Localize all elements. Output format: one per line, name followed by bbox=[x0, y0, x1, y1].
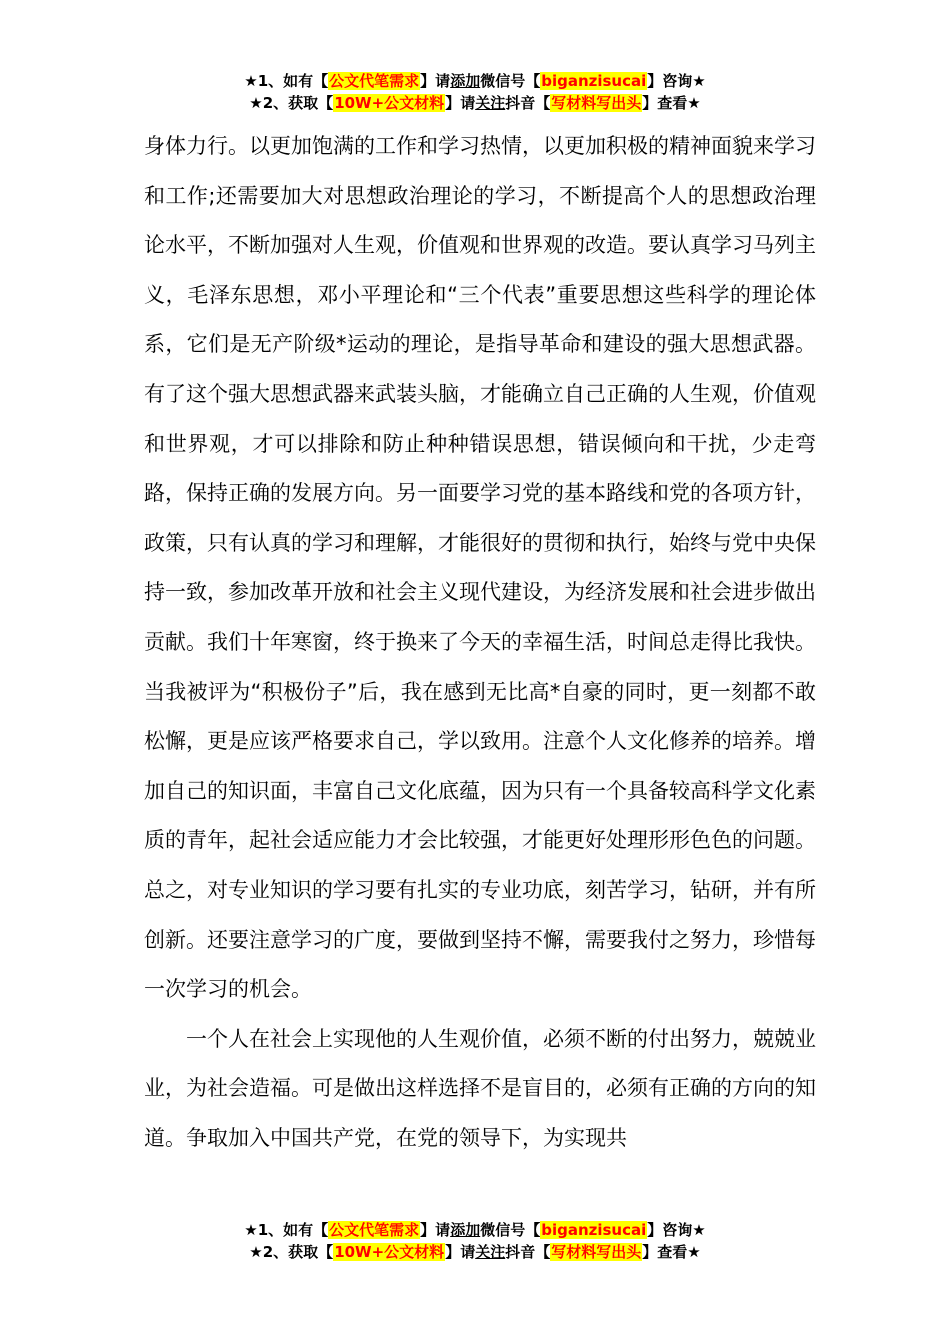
paragraph-1: 身体力行。以更加饱满的工作和学习热情，以更加积极的精神面貌来学习和工作;还需要加大对思想政治理论的学习，不断提高个人的思想政治理论水平，不断加强对人生观，价值观和世界观的改造。要认真学习马列主义，毛泽东思想，邓小平理论和“三个代表”重要思想这些科学的理论体系，它们是无产阶级*运动的理论，是指导革命和建设的强大思想武器。有了这个强大思想武器来武装头脑，才能确立自己正确的人生观，价值观和世界观，才可以排除和防止种种错误思想，错误倾向和干扰，少走弯路，保持正确的发展方向。另一面要学习党的基本路线和党的各项方针，政策，只有认真的学习和理解，才能很好的贯彻和执行，始终与党中央保持一致，参加改革开放和社会主义现代建设，为经济发展和社会进步做出贡献。我们十年寒窗，终于换来了今天的幸福生活，时间总走得比我快。当我被评为“积极份子”后，我在感到无比高*自豪的同时，更一刻都不敢松懈，更是应该严格要求自己，学以致用。注意个人文化修养的培养。增加自己的知识面，丰富自己文化底蕴，因为只有一个具备较高科学文化素质的青年，起社会适应能力才会比较强，才能更好处理形形色色的问题。总之，对专业知识的学习要有扎实的专业功底，刻苦学习，钻研，并有所创新。还要注意学习的广度，要做到坚持不懈，需要我付之努力，珍惜每一次学习的机会。 bbox=[144, 134, 816, 1002]
header-banner bbox=[0, 70, 950, 114]
footer-line-2: ★2、获取【10W+公文材料】请关注抖音【写材料写出头】查看★ bbox=[249, 1243, 701, 1261]
footer-highlight-service: 公文代笔需求 bbox=[329, 1221, 420, 1239]
footer-highlight-materials: 10W+公文材料 bbox=[334, 1243, 445, 1261]
highlight-service: 公文代笔需求 bbox=[329, 72, 420, 90]
footer-banner bbox=[0, 1219, 950, 1263]
banner-line-2: ★2、获取【10W+公文材料】请关注抖音【写材料写出头】查看★ bbox=[249, 94, 701, 112]
document-body bbox=[144, 122, 816, 1163]
footer-highlight-douyin: 写材料写出头 bbox=[551, 1243, 642, 1261]
highlight-wechat-id: biganzisucai bbox=[541, 72, 647, 90]
paragraph-2: 一个人在社会上实现他的人生观价值，必须不断的付出努力，兢兢业业，为社会造福。可是做出这样选择不是盲目的，必须有正确的方向的知道。争取加入中国共产党，在党的领导下，为实现共 bbox=[144, 1026, 816, 1150]
banner-line-1: ★1、如有【公文代笔需求】请添加微信号【biganzisucai】咨询★ bbox=[244, 72, 706, 90]
highlight-douyin: 写材料写出头 bbox=[551, 94, 642, 112]
footer-line-1: ★1、如有【公文代笔需求】请添加微信号【biganzisucai】咨询★ bbox=[244, 1221, 706, 1239]
footer-highlight-wechat-id: biganzisucai bbox=[541, 1221, 647, 1239]
highlight-materials: 10W+公文材料 bbox=[334, 94, 445, 112]
